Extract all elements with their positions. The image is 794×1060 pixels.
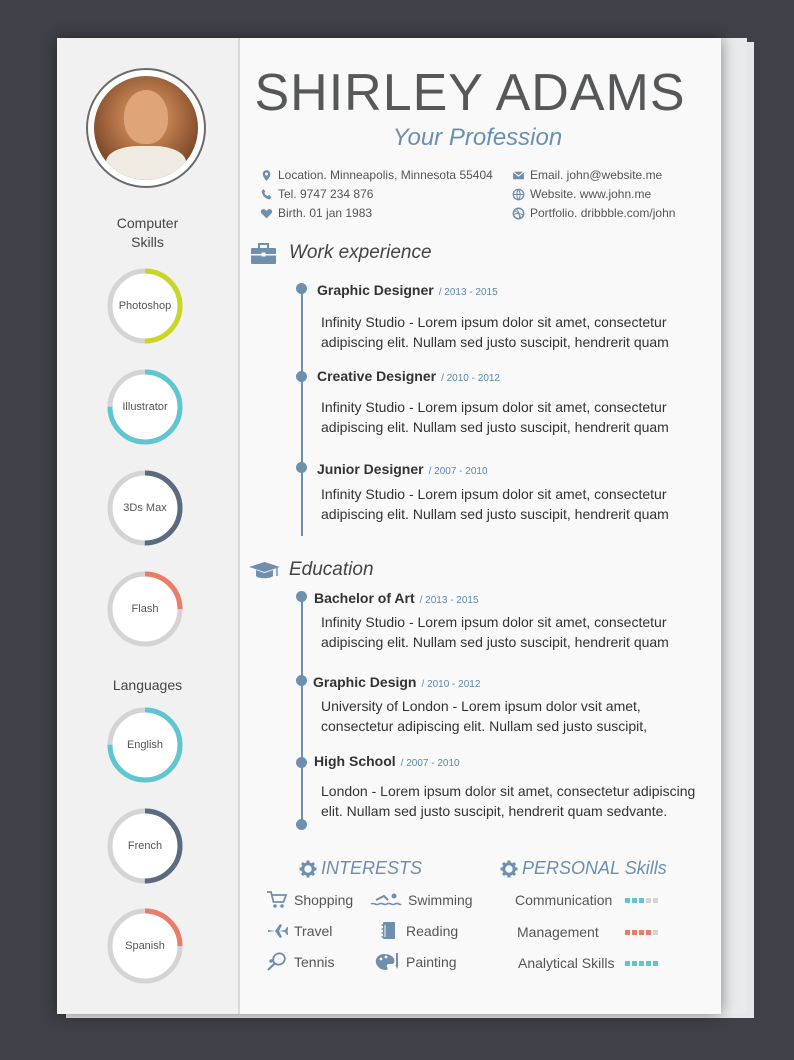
page-edge [721, 38, 747, 1014]
personal-skill-label: Management [517, 924, 599, 940]
timeline-dot [296, 591, 307, 602]
job-years: / 2013 - 2015 [438, 287, 498, 298]
education-title-item: High School / 2007 - 2010 [314, 753, 460, 769]
resume-profession: Your Profession [392, 124, 563, 151]
sidebar [57, 38, 240, 1014]
language-label: English [126, 739, 164, 751]
skill-level-square [639, 930, 644, 935]
education-description: University of London - Lorem ipsum dolor vsit amet, consectetur adipiscing elit. Nullam sed justo suscipit, [321, 698, 648, 734]
skill-label: Flash [131, 603, 159, 615]
language-ring-french [106, 807, 184, 885]
contact-email[interactable]: Email. john@website.me [512, 168, 662, 182]
education-description: London - Lorem ipsum dolor sit amet, consectetur adipiscing elit. Nullam sed justo suscipit, hendrerit quam sedvante. [321, 783, 696, 819]
skill-level-square [625, 961, 630, 966]
globe-icon [512, 188, 525, 201]
skill-level-square [646, 961, 651, 966]
contact-portfolio[interactable]: Portfolio. dribbble.com/john [512, 206, 675, 220]
location-pin-icon [260, 169, 273, 182]
skill-level-square [639, 898, 644, 903]
palette-icon [374, 952, 400, 972]
job-description: Infinity Studio - Lorem ipsum dolor sit amet, consectetur adipiscing elit. Nullam sed justo suscipit, hendrerit quam [321, 314, 669, 350]
contact-location: Location. Minneapolis, Minnesota 55404 [260, 168, 493, 182]
education-years: / 2007 - 2010 [400, 758, 460, 769]
airplane-icon [266, 921, 288, 941]
resume-page [57, 38, 721, 1014]
gear-icon [500, 860, 518, 878]
education-years: / 2013 - 2015 [419, 595, 479, 606]
skill-level-bars [625, 930, 658, 935]
language-ring-spanish [106, 907, 184, 985]
interest-swimming: Swimming [370, 890, 473, 910]
skill-level-bars [625, 898, 658, 903]
envelope-icon [512, 169, 525, 182]
job-title: Creative Designer / 2010 - 2012 [317, 368, 500, 384]
profile-photo [86, 68, 206, 188]
timeline-dot [296, 819, 307, 830]
skill-level-square [632, 961, 637, 966]
skill-ring-photoshop [106, 267, 184, 345]
interests-title: INTERESTS [299, 858, 422, 879]
education-description: Infinity Studio - Lorem ipsum dolor sit amet, consectetur adipiscing elit. Nullam sed justo suscipit, hendrerit quam [321, 614, 669, 650]
skill-level-square [632, 898, 637, 903]
contact-tel: Tel. 9747 234 876 [260, 187, 373, 201]
skill-level-square [625, 898, 630, 903]
skill-label: Photoshop [118, 300, 172, 312]
skill-level-square [646, 930, 651, 935]
skill-level-square [639, 961, 644, 966]
skill-ring-3dsmax [106, 469, 184, 547]
work-timeline [301, 290, 303, 536]
gear-icon [299, 860, 317, 878]
education-title-item: Bachelor of Art / 2013 - 2015 [314, 590, 479, 606]
languages-title: Languages [112, 677, 183, 693]
language-ring-english [106, 706, 184, 784]
personal-skills-title: PERSONAL Skills [500, 858, 667, 879]
timeline-dot [296, 675, 307, 686]
graduation-cap-icon [248, 561, 281, 581]
swimmer-icon [370, 890, 402, 910]
phone-icon [260, 188, 273, 201]
skill-level-square [646, 898, 651, 903]
language-label: Spanish [125, 940, 165, 952]
book-icon [378, 921, 400, 941]
dribbble-icon [512, 207, 525, 220]
work-experience-title: Work experience [289, 242, 432, 263]
timeline-dot [296, 283, 307, 294]
skill-label: Illustrator [122, 401, 168, 413]
skill-level-square [653, 930, 658, 935]
computer-skills-title: Computer Skills [116, 215, 179, 250]
skill-ring-flash [106, 570, 184, 648]
job-title: Graphic Designer / 2013 - 2015 [317, 282, 498, 298]
skill-level-square [625, 930, 630, 935]
timeline-dot [296, 371, 307, 382]
interest-tennis: Tennis [266, 952, 334, 972]
language-label: French [127, 840, 163, 852]
skill-level-square [632, 930, 637, 935]
job-description: Infinity Studio - Lorem ipsum dolor sit amet, consectetur adipiscing elit. Nullam sed justo suscipit, hendrerit quam [321, 486, 669, 522]
skill-level-square [653, 898, 658, 903]
job-years: / 2007 - 2010 [428, 466, 488, 477]
interest-shopping: Shopping [266, 890, 353, 910]
timeline-dot [296, 462, 307, 473]
main-content [240, 38, 721, 1014]
skill-level-bars [625, 961, 658, 966]
education-title: Education [289, 559, 374, 580]
job-years: / 2010 - 2012 [441, 373, 500, 384]
heart-icon [260, 207, 273, 220]
interest-travel: Travel [266, 921, 332, 941]
education-title-item: Graphic Design / 2010 - 2012 [313, 674, 481, 690]
skill-label: 3Ds Max [123, 502, 167, 514]
contact-birth: Birth. 01 jan 1983 [260, 206, 372, 220]
resume-name: SHIRLEY ADAMS [254, 64, 686, 122]
timeline-dot [296, 757, 307, 768]
shopping-cart-icon [266, 890, 288, 910]
interest-painting: Painting [374, 952, 457, 972]
personal-skill-label: Analytical Skills [518, 955, 615, 971]
education-years: / 2010 - 2012 [421, 679, 481, 690]
education-timeline [301, 598, 303, 824]
contact-website[interactable]: Website. www.john.me [512, 187, 651, 201]
job-description: Infinity Studio - Lorem ipsum dolor sit amet, consectetur adipiscing elit. Nullam sed justo suscipit, hendrerit quam [321, 399, 669, 435]
personal-skill-label: Communication [515, 892, 613, 908]
briefcase-icon [250, 243, 277, 265]
job-title: Junior Designer / 2007 - 2010 [317, 461, 488, 477]
skill-ring-illustrator [106, 368, 184, 446]
tennis-racket-icon [266, 952, 288, 972]
interest-reading: Reading [378, 921, 458, 941]
skill-level-square [653, 961, 658, 966]
